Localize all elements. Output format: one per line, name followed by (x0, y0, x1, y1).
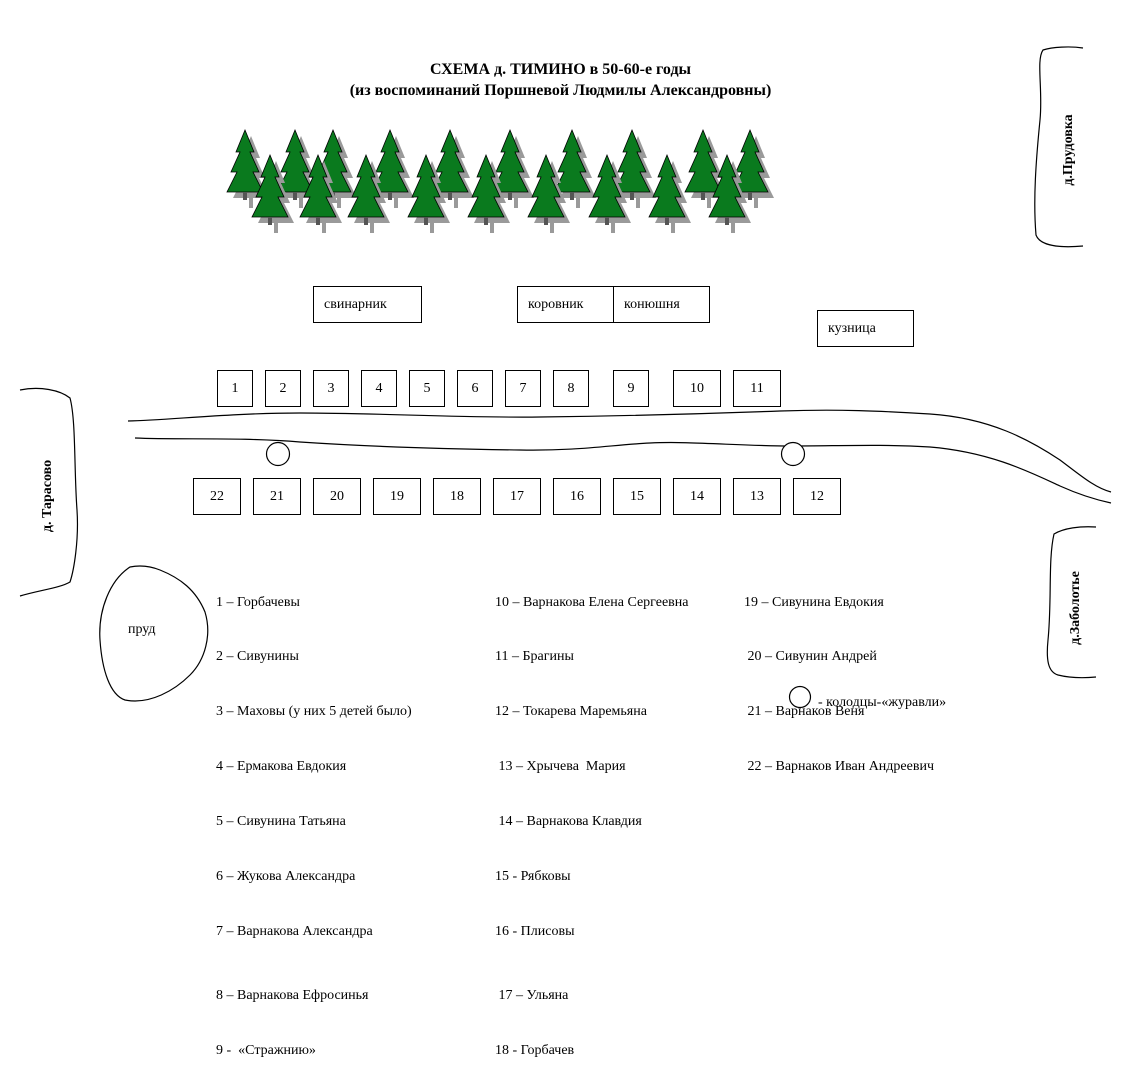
legend-item: 18 - Горбачев (495, 1042, 575, 1058)
building-stable (613, 286, 710, 323)
legend-item: 8 – Варнакова Ефросинья (216, 987, 369, 1003)
house-16: 16 (553, 478, 601, 515)
house-12: 12 (793, 478, 841, 515)
house-2: 2 (265, 370, 301, 407)
house-20: 20 (313, 478, 361, 515)
house-5: 5 (409, 370, 445, 407)
well-right (782, 443, 805, 466)
building-smithy-label: кузница (828, 320, 876, 336)
house-22: 22 (193, 478, 241, 515)
village-tarasovo-label: д. Тарасово (40, 459, 55, 533)
building-pigsty-label: свинарник (324, 296, 387, 312)
diagram-title: СХЕМА д. ТИМИНО в 50-60-е годы (429, 61, 692, 78)
village-prudovka-label: д.Прудовка (1061, 114, 1076, 186)
house-17: 17 (493, 478, 541, 515)
legend-item: 9 - «Стражнию» (216, 1042, 316, 1058)
legend-item: 7 – Варнакова Александра (216, 923, 373, 939)
legend-wells-label: - колодцы-«журавли» (818, 695, 947, 710)
legend-item: 20 – Сивунин Андрей (744, 649, 877, 665)
house-6: 6 (457, 370, 493, 407)
legend-column-2 (495, 557, 688, 1078)
legend-item: 22 – Варнаков Иван Андреевич (744, 759, 934, 775)
legend-item: 3 – Маховы (у них 5 детей было) (216, 704, 412, 720)
legend-item: 6 – Жукова Александра (216, 869, 356, 885)
house-9: 9 (613, 370, 649, 407)
legend-item: 4 – Ермакова Евдокия (216, 759, 347, 775)
house-8: 8 (553, 370, 589, 407)
house-21: 21 (253, 478, 301, 515)
legend-item: 21 – Варнаков Веня (744, 704, 865, 720)
legend-item: 10 – Варнакова Елена Сергеевна (495, 594, 689, 610)
house-19: 19 (373, 478, 421, 515)
house-3: 3 (313, 370, 349, 407)
legend-item: 19 – Сивунина Евдокия (744, 594, 884, 610)
village-zabolotye-label: д.Заболотье (1068, 571, 1083, 645)
legend-item: 1 – Горбачевы (216, 594, 300, 610)
pond-label: пруд (128, 622, 156, 637)
forest (227, 130, 774, 233)
legend-item: 16 - Плисовы (495, 923, 575, 939)
fir-tree-icon (649, 155, 691, 233)
legend-item: 13 – Хрычева Мария (495, 759, 626, 775)
legend-item: 11 – Брагины (495, 649, 574, 665)
building-cowshed (517, 286, 614, 323)
legend-column-3 (744, 557, 934, 795)
house-18: 18 (433, 478, 481, 515)
house-4: 4 (361, 370, 397, 407)
building-stable-label: конюшня (624, 296, 680, 312)
house-10: 10 (673, 370, 721, 407)
house-1: 1 (217, 370, 253, 407)
house-15: 15 (613, 478, 661, 515)
legend-item: 2 – Сивунины (216, 649, 299, 665)
legend-column-1 (216, 557, 412, 1078)
house-13: 13 (733, 478, 781, 515)
legend-item: 14 – Варнакова Клавдия (495, 814, 642, 830)
legend-item: 12 – Токарева Маремьяна (495, 704, 647, 720)
house-7: 7 (505, 370, 541, 407)
house-14: 14 (673, 478, 721, 515)
well-left (267, 443, 290, 466)
building-pigsty (313, 286, 422, 323)
building-cowshed-label: коровник (528, 296, 584, 312)
diagram-subtitle: (из воспоминаний Поршневой Людмилы Александровны) (349, 82, 772, 99)
legend-item: 17 – Ульяна (495, 987, 569, 1003)
building-smithy (817, 310, 914, 347)
house-11: 11 (733, 370, 781, 407)
legend-item: 5 – Сивунина Татьяна (216, 814, 346, 830)
legend-item: 15 - Рябковы (495, 869, 571, 885)
